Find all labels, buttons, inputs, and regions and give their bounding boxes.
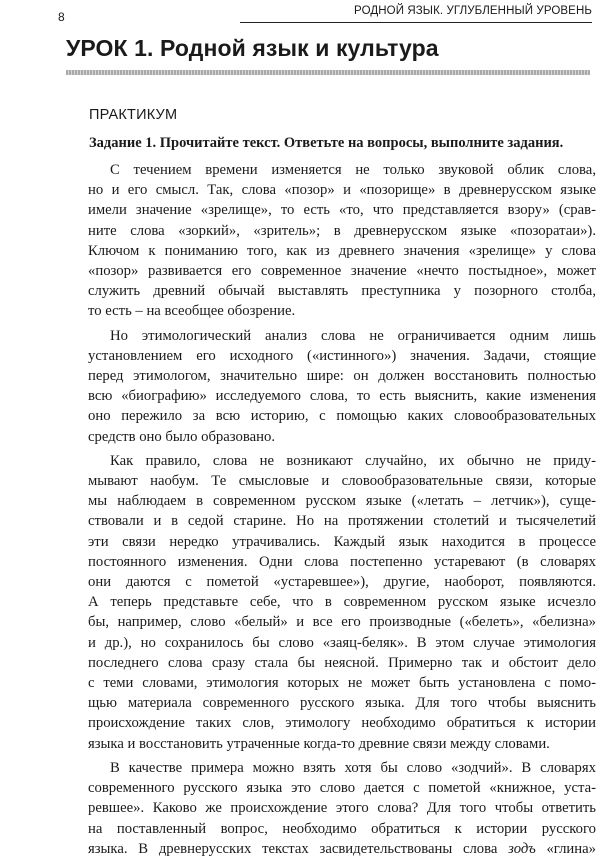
text-line: средств оно было образовано. xyxy=(88,428,275,445)
text-line: имели значение «зрелище», то есть «то, что представляется взору» (срав- xyxy=(88,202,596,219)
text-line: Но этимологический анализ слова не ограничивается одним лишь xyxy=(110,327,596,344)
text-line: но и его смысл. Так, слова «позор» и «позорище» в древнерусском языке xyxy=(88,182,596,199)
paragraph-4 xyxy=(66,758,596,859)
text-line: щью материала современного русского языка. Для того чтобы выяснить xyxy=(88,695,596,712)
text-line: ревшее». Каково же происхождение этого слова? Для того чтобы ответить xyxy=(88,800,596,817)
text-line: мывают наобум. Те смысловые и словообразовательные связи, которые xyxy=(88,473,596,490)
text-line: Как правило, слова не возникают случайно, их обычно не приду- xyxy=(110,452,596,469)
text-line: происхождение таких слов, этимологу необходимо обратиться к истории xyxy=(88,715,596,732)
paragraph-1 xyxy=(66,160,596,322)
text-line: перед этимологом, значительно шире: он должен восстановить полностью xyxy=(88,368,596,385)
text-line: бы, например, слово «белый» и все его производные («белеть», «белизна» xyxy=(88,614,596,631)
text-line: оно пережило за всю историю, с помощью каких словообразовательных xyxy=(88,408,596,425)
page-number: 8 xyxy=(58,10,65,24)
text-line: они даются с пометой «устаревшее»), другие, наоборот, появляются. xyxy=(88,574,596,591)
section-heading: ПРАКТИКУМ xyxy=(89,107,178,123)
running-title: РОДНОЙ ЯЗЫК. УГЛУБЛЕННЫЙ УРОВЕНЬ xyxy=(354,5,592,17)
text-line: на поставленный вопрос, необходимо обратиться к истории русского xyxy=(88,820,596,837)
task-heading: Задание 1. Прочитайте текст. Ответьте на вопросы, выполните задания. xyxy=(89,135,564,151)
text-line: эти связи нередко утрачивались. Каждый язык находится в процессе xyxy=(88,533,596,550)
text-line: последнего слова сразу стала бы неясной. Примерно так и обстоит дело xyxy=(88,654,596,671)
text-line: постоянного изменения. Одни слова постепенно устаревают (в словарях xyxy=(88,553,596,570)
paragraph-2 xyxy=(66,326,596,447)
text-line: всю «биографию» исследуемого слова, то есть выяснить, какие изменения xyxy=(88,388,596,405)
text-line: с теми словами, этимология которых не может быть установлена с помо- xyxy=(88,675,596,692)
body-text xyxy=(66,160,596,859)
title-divider xyxy=(66,70,590,75)
text-line: и др.), но сохранилось бы слово «заяц-беляк». В этом случае этимология xyxy=(88,634,596,651)
text-line: «позор» развивается его современное значение «нечто постыдное», может xyxy=(88,263,596,280)
text-line: Ключом к пониманию того, как из древнего значения «зрелище» у слова xyxy=(88,242,596,259)
text-line: то есть – на всеобщее обозрение. xyxy=(88,303,296,320)
text-line: установлением его исходного («истинного») значения. Задачи, стоящие xyxy=(88,347,596,364)
text-line: А теперь представьте себе, что в современном русском языке исчезло xyxy=(88,594,596,611)
lesson-title: УРОК 1. Родной язык и культура xyxy=(66,35,439,61)
text-line: В качестве примера можно взять хотя бы слово «зодчий». В словарях xyxy=(110,759,596,776)
text-line: языка. В древнерусских текстах засвидетельствованы слова зодъ «глина» xyxy=(88,840,596,857)
header-rule xyxy=(240,22,592,23)
paragraph-3 xyxy=(66,451,596,754)
cited-word: зодъ xyxy=(508,840,536,857)
text-line: С течением времени изменяется не только звуковой облик слова, xyxy=(110,162,596,178)
text-line: ните слова «зоркий», «зритель»; в древнерусском языке «позоратаи»). xyxy=(88,222,596,239)
text-line: языка и восстановить утраченные когда-то древние связи между словами. xyxy=(88,735,550,752)
text-line: мы наблюдаем в современном русском языке («летать – летчик»), суще- xyxy=(88,493,596,510)
running-header xyxy=(58,4,592,24)
text-line: служить древний обычай выставлять преступника у позорного столба, xyxy=(88,283,596,300)
text-line: ствовали и в седой старине. Но на протяжении столетий и тысячелетий xyxy=(88,513,596,530)
text-line: современного русского языка это слово дается с пометой «книжное, уста- xyxy=(88,780,596,797)
